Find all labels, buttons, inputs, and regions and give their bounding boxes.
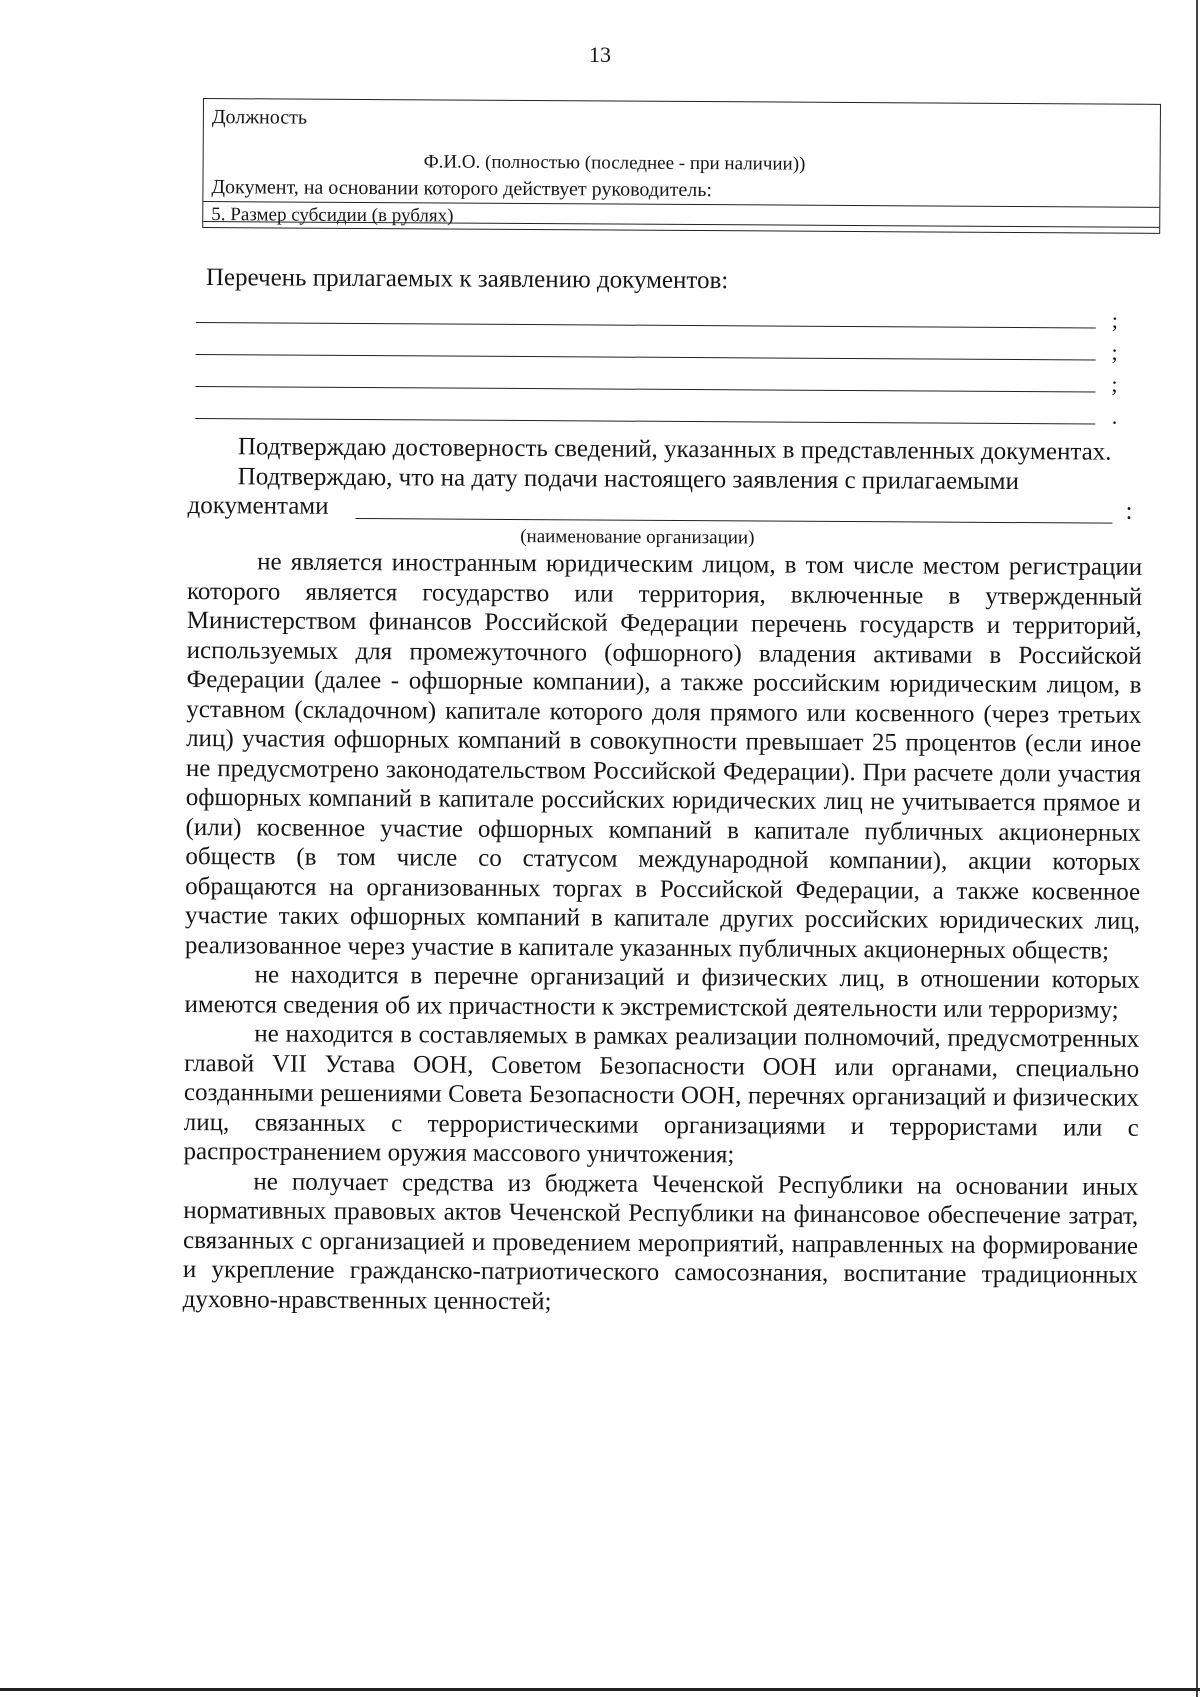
organization-name-field[interactable]: [187, 491, 1142, 529]
basis-document-label: Документ, на основании которого действует руководитель:: [211, 176, 713, 202]
line-end-mark: ;: [1111, 371, 1118, 397]
subsidy-amount-label: 5. Размер субсидии (в рублях): [211, 204, 454, 227]
colon-mark: :: [1125, 497, 1133, 525]
organization-name-caption: (наименование организации): [520, 526, 755, 549]
fio-label: Ф.И.О. (полностью (последнее - при наличии)): [423, 151, 806, 175]
line-end-mark: ;: [1111, 339, 1118, 365]
underline: [355, 518, 1112, 524]
attached-documents-list: [195, 300, 1126, 434]
not-extremist-list-paragraph: не находится в перечне организаций и физических лиц, в отношении которых имеются сведения об их причастности к экстремистской деятельности или терроризму;: [184, 961, 1140, 1024]
confirm-accuracy-paragraph: Подтверждаю достоверность сведений, указанных в представленных документах.: [237, 433, 1112, 466]
page-number: 13: [589, 42, 611, 67]
no-budget-funds-paragraph: не получает средства из бюджета Чеченской Республики на основании иных нормативных правовых актов Чеченской Республики на финансовое обеспечение затрат, связанных с организацией и проведением мероприятий, направленных на формирование и укрепление гражданско-патриотического самосознания, воспитание традиционных духовно-нравственных ценностей;: [182, 1167, 1139, 1315]
line-end-mark: ;: [1111, 307, 1118, 333]
underline: [195, 418, 1095, 424]
underline: [196, 354, 1096, 360]
scan-edge: [1196, 0, 1198, 1697]
applicant-info-table: [202, 98, 1161, 234]
position-label: Должность: [211, 106, 308, 129]
line-end-mark: .: [1111, 403, 1118, 429]
not-un-list-paragraph: не находится в составляемых в рамках реализации полномочий, предусмотренных главой VII Устава ООН, Советом Безопасности ООН или органами, специально созданными решениями Совета Безопасности ООН, перечнях организаций и физических лиц, связанных с террористическими организациями и террористами или с распространением оружия массового уничтожения;: [183, 1020, 1140, 1169]
underline: [195, 386, 1095, 392]
documents-label: документами: [187, 491, 329, 520]
not-foreign-entity-paragraph: не является иностранным юридическим лицом, в том числе местом регистрации которого является государство или территория, включенные в утвержденный Министерством финансов Российской Федерации перечень государств и территорий, используемых для промежуточного (офшорного) владения активами в Российской Федерации (далее - офшорные компании), а также российским юридическим лицом, в уставном (складочном) капитале которого доля прямого или косвенного (через третьих лиц) участия офшорных компаний в совокупности превышает 25 процентов (если иное не предусмотрено законодательством Российской Федерации). При расчете доли участия офшорных компаний в капитале российских юридических лиц не учитывается прямое и (или) косвенное участие офшорных компаний в капитале публичных акционерных обществ (в том числе со статусом международной компании), акции которых обращаются на организованных торгах в Российской Федерации, а также косвенное участие таких офшорных компаний в капитале других российских юридических лиц, реализованное через участие в капитале указанных публичных акционерных обществ;: [184, 548, 1143, 965]
underline: [196, 322, 1096, 328]
scan-bottom-edge: [0, 1688, 1200, 1691]
attached-documents-heading: Перечень прилагаемых к заявлению документов:: [205, 264, 729, 295]
declaration-text: [183, 432, 1143, 1320]
confirm-date-paragraph: Подтверждаю, что на дату подачи настоящего заявления с прилагаемыми: [237, 462, 1020, 495]
fill-in-line[interactable]: [195, 396, 1125, 434]
